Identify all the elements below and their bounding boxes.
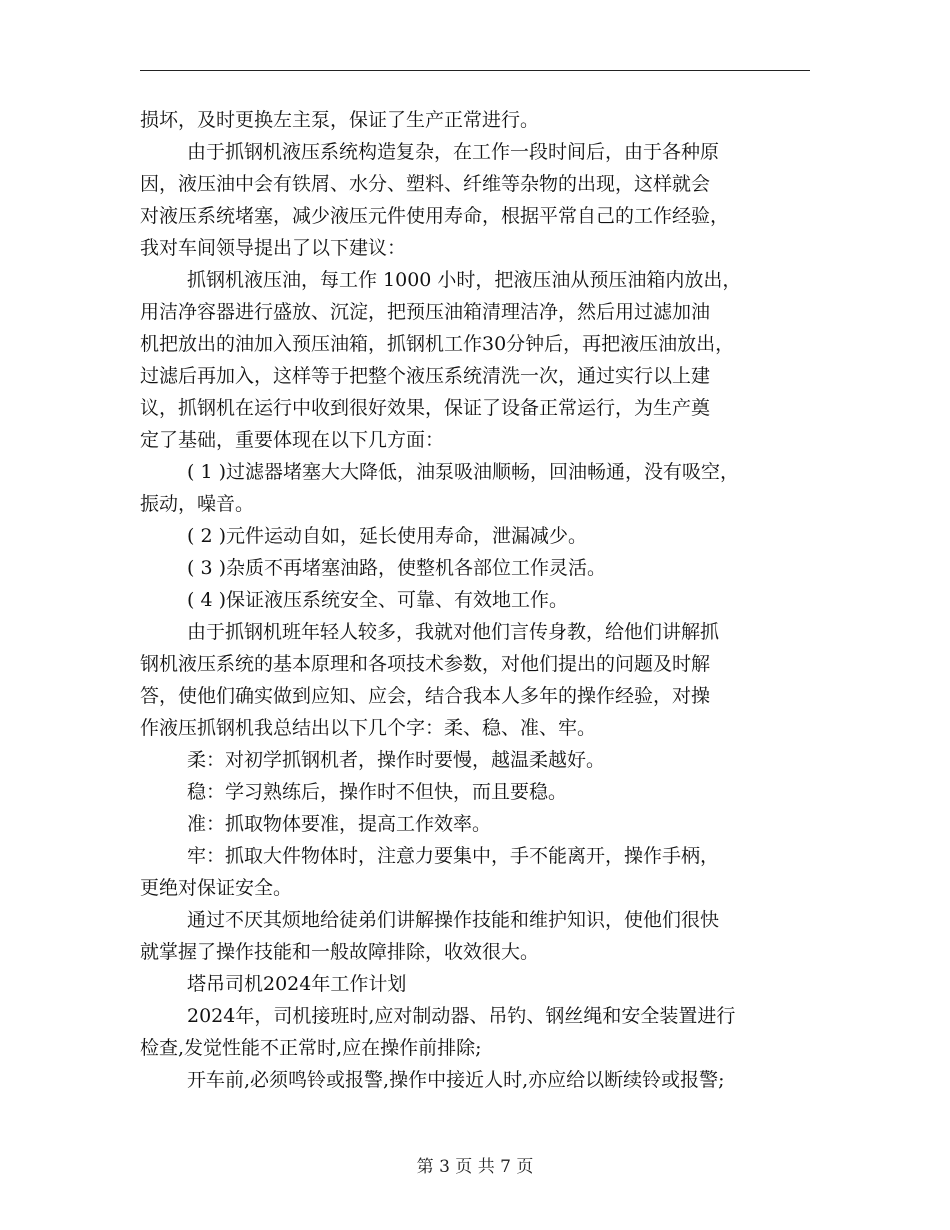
body-line: 由于抓钢机液压系统构造复杂，在工作一段时间后，由于各种原	[187, 141, 720, 163]
body-line: 开车前,必须鸣铃或报警,操作中接近人时,亦应给以断续铃或报警;	[187, 1069, 725, 1091]
body-line: 议，抓钢机在运行中收到很好效果，保证了设备正常运行，为生产奠	[140, 397, 711, 419]
body-line: 因，液压油中会有铁屑、水分、塑料、纤维等杂物的出现，这样就会	[140, 173, 711, 195]
body-line: 就掌握了操作技能和一般故障排除，收效很大。	[140, 941, 540, 963]
body-line: 用洁净容器进行盛放、沉淀，把预压油箱清理洁净，然后用过滤加油	[140, 301, 711, 323]
list-item: ( 3 )杂质不再堵塞油路，使整机各部位工作灵活。	[187, 557, 606, 579]
body-line: 机把放出的油加入预压油箱，抓钢机工作30分钟后，再把液压油放出，	[140, 333, 735, 355]
body-line: 通过不厌其烦地给徒弟们讲解操作技能和维护知识，使他们很快	[187, 909, 720, 931]
list-item: ( 1 )过滤器堵塞大大降低，油泵吸油顺畅，回油畅通，没有吸空，	[187, 461, 739, 483]
body-line: 对液压系统堵塞，减少液压元件使用寿命，根据平常自己的工作经验，	[140, 205, 730, 227]
body-line: 准：抓取物体要准，提高工作效率。	[187, 813, 492, 835]
body-line: 稳：学习熟练后，操作时不但快，而且要稳。	[187, 781, 568, 803]
body-line: 振动，噪音。	[140, 493, 255, 515]
section-title: 塔吊司机2024年工作计划	[187, 973, 407, 995]
body-line: 过滤后再加入，这样等于把整个液压系统清洗一次，通过实行以上建	[140, 365, 711, 387]
page-number-footer: 第 3 页 共 7 页	[416, 1157, 534, 1177]
body-line: 抓钢机液压油，每工作 1000 小时，把液压油从预压油箱内放出，	[187, 269, 742, 291]
document-body	[140, 104, 820, 1096]
body-line: 柔：对初学抓钢机者，操作时要慢，越温柔越好。	[187, 749, 606, 771]
list-item: ( 4 )保证液压系统安全、可靠、有效地工作。	[187, 589, 568, 611]
body-line: 由于抓钢机班年轻人较多，我就对他们言传身教，给他们讲解抓	[187, 621, 720, 643]
body-line: 作液压抓钢机我总结出以下几个字：柔、稳、准、牢。	[140, 717, 597, 739]
list-item: ( 2 )元件运动自如，延长使用寿命，泄漏减少。	[187, 525, 587, 547]
body-line: 答，使他们确实做到应知、应会，结合我本人多年的操作经验，对操	[140, 685, 711, 707]
body-line: 检查,发觉性能不正常时,应在操作前排除;	[140, 1037, 482, 1059]
body-line: 钢机液压系统的基本原理和各项技术参数，对他们提出的问题及时解	[140, 653, 711, 675]
body-line: 我对车间领导提出了以下建议：	[140, 237, 407, 259]
body-line: 损坏，及时更换左主泵，保证了生产正常进行。	[140, 109, 540, 131]
body-line: 定了基础，重要体现在以下几方面：	[140, 429, 445, 451]
body-line: 牢：抓取大件物体时，注意力要集中，手不能离开，操作手柄，	[187, 845, 720, 867]
header-rule	[140, 70, 810, 71]
body-line: 2024年，司机接班时,应对制动器、吊钓、钢丝绳和安全装置进行	[187, 1005, 736, 1027]
body-line: 更绝对保证安全。	[140, 877, 293, 899]
